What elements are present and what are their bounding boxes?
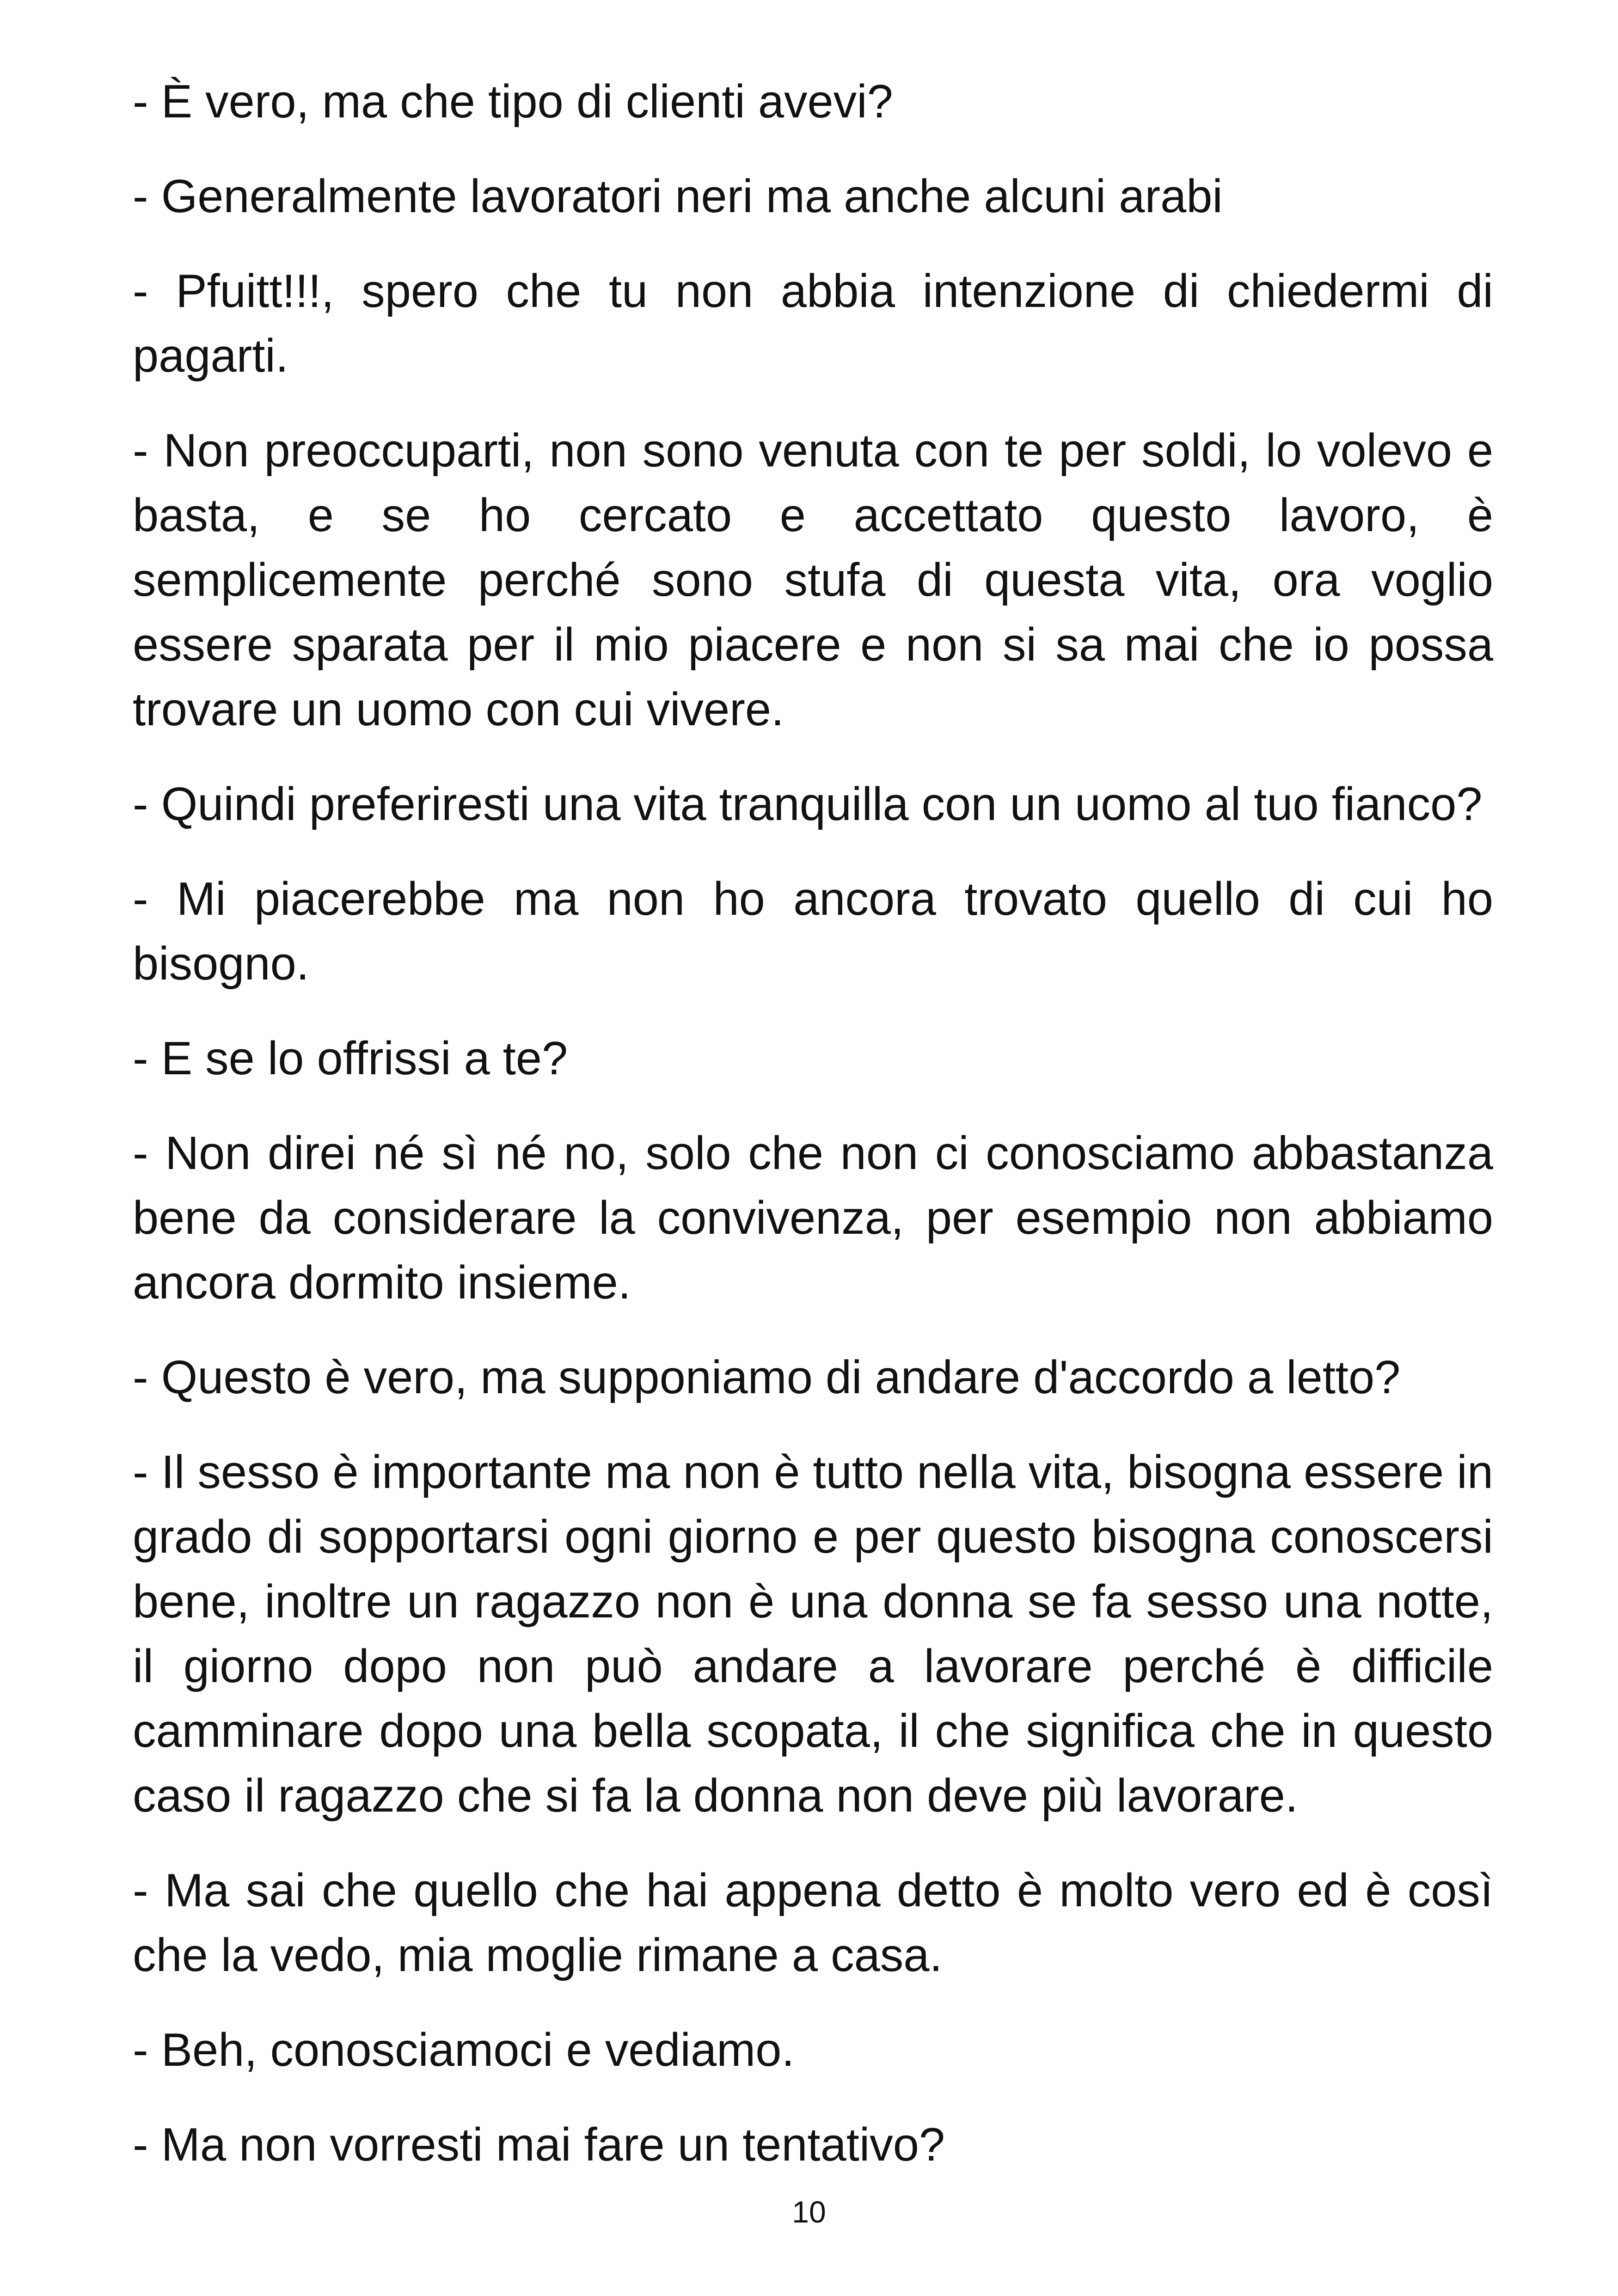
paragraph: - Pfuitt!!!, spero che tu non abbia intenzione di chiedermi di pagarti. [133, 265, 1493, 382]
paragraph: - Mi piacerebbe ma non ho ancora trovato quello di cui ho bisogno. [133, 873, 1493, 990]
paragraph: - Ma non vorresti mai fare un tentativo? [133, 2119, 945, 2171]
body-text [133, 69, 1493, 2207]
paragraph: - Quindi preferiresti una vita tranquilla con un uomo al tuo fianco? [133, 778, 1483, 830]
paragraph: - È vero, ma che tipo di clienti avevi? [133, 76, 893, 128]
paragraph: - Beh, conosciamoci e vediamo. [133, 2024, 795, 2076]
paragraph: - Generalmente lavoratori neri ma anche alcuni arabi [133, 171, 1223, 222]
page-number: 10 [792, 2195, 826, 2229]
paragraph: - Questo è vero, ma supponiamo di andare d'accordo a letto? [133, 1352, 1401, 1403]
paragraph: - E se lo offrissi a te? [133, 1033, 568, 1084]
paragraph: - Il sesso è importante ma non è tutto nella vita, bisogna essere in grado di sopportarsi ogni giorno e per questo bisogna conoscersi bene, inoltre un ragazzo non è una donna se fa sesso una notte, il giorno dopo non può andare a lavorare perché è difficile camminare dopo una bella scopata, il che significa che in questo caso il ragazzo che si fa la donna non deve più lavorare. [133, 1446, 1493, 1822]
paragraph: - Non direi né sì né no, solo che non ci conosciamo abbastanza bene da considerare la convivenza, per esempio non abbiamo ancora dormito insieme. [133, 1127, 1493, 1309]
paragraph: - Non preoccuparti, non sono venuta con te per soldi, lo volevo e basta, e se ho cercato e accettato questo lavoro, è semplicemente perché sono stufa di questa vita, ora voglio essere sparata per il mio piacere e non si sa mai che io possa trovare un uomo con cui vivere. [133, 425, 1493, 735]
paragraph: - Ma sai che quello che hai appena detto è molto vero ed è così che la vedo, mia moglie rimane a casa. [133, 1865, 1493, 1981]
